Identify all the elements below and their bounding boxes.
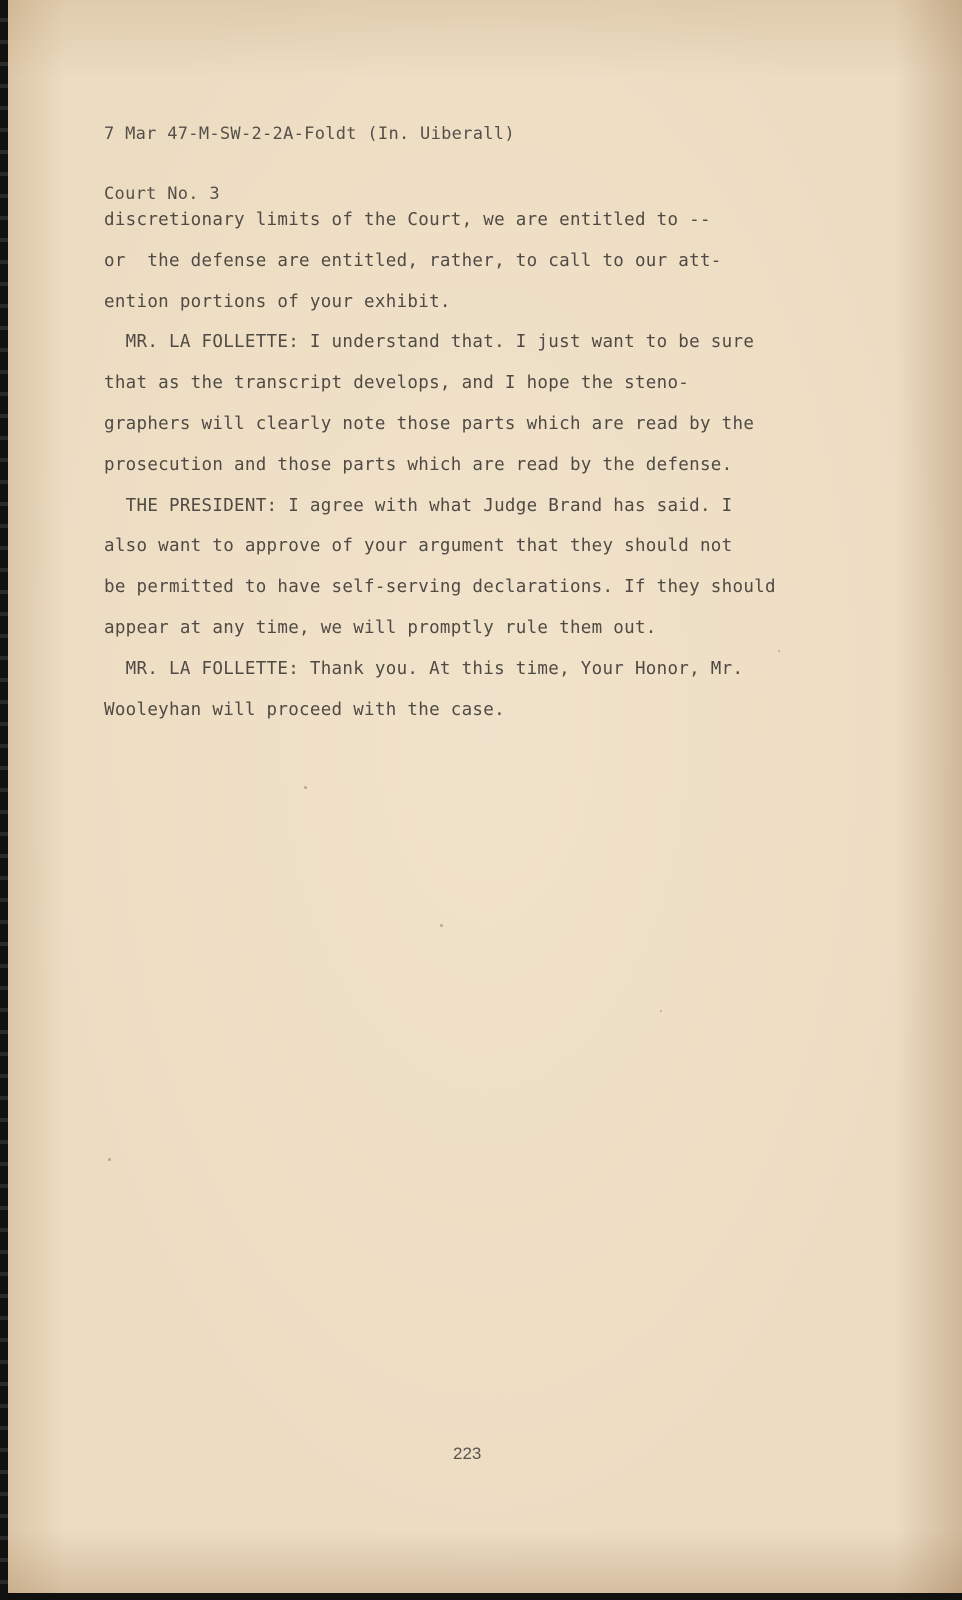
header-line-court: Court No. 3 bbox=[104, 184, 220, 204]
transcript-line: prosecution and those parts which are read by the defense. bbox=[104, 454, 733, 475]
page-number: 223 bbox=[453, 1444, 482, 1463]
binding-edge bbox=[0, 0, 8, 1600]
transcript-line: be permitted to have self-serving declarations. If they should bbox=[104, 577, 776, 598]
paper-speck bbox=[660, 1010, 662, 1012]
paper-speck bbox=[304, 786, 307, 789]
transcript-line: ention portions of your exhibit. bbox=[104, 291, 451, 312]
transcript-body bbox=[104, 200, 884, 730]
transcript-line: Wooleyhan will proceed with the case. bbox=[104, 699, 505, 720]
transcript-line: appear at any time, we will promptly rule them out. bbox=[104, 617, 657, 638]
transcript-line: THE PRESIDENT: I agree with what Judge Brand has said. I bbox=[104, 495, 733, 516]
transcript-line: also want to approve of your argument that they should not bbox=[104, 536, 733, 557]
document-page bbox=[8, 0, 962, 1593]
paper-speck bbox=[108, 1158, 111, 1161]
transcript-line: graphers will clearly note those parts which are read by the bbox=[104, 413, 755, 434]
transcript-line: that as the transcript develops, and I hope the steno- bbox=[104, 373, 690, 394]
paper-speck bbox=[440, 924, 443, 927]
transcript-line: MR. LA FOLLETTE: I understand that. I just want to be sure bbox=[104, 332, 755, 353]
transcript-line: or the defense are entitled, rather, to call to our att- bbox=[104, 250, 722, 271]
paper-speck bbox=[778, 650, 780, 652]
transcript-line: discretionary limits of the Court, we are entitled to -- bbox=[104, 210, 711, 230]
transcript-line: MR. LA FOLLETTE: Thank you. At this time, Your Honor, Mr. bbox=[104, 658, 744, 679]
header-line-date-code: 7 Mar 47-M-SW-2-2A-Foldt (In. Uiberall) bbox=[104, 124, 515, 144]
bottom-edge bbox=[0, 1593, 962, 1600]
